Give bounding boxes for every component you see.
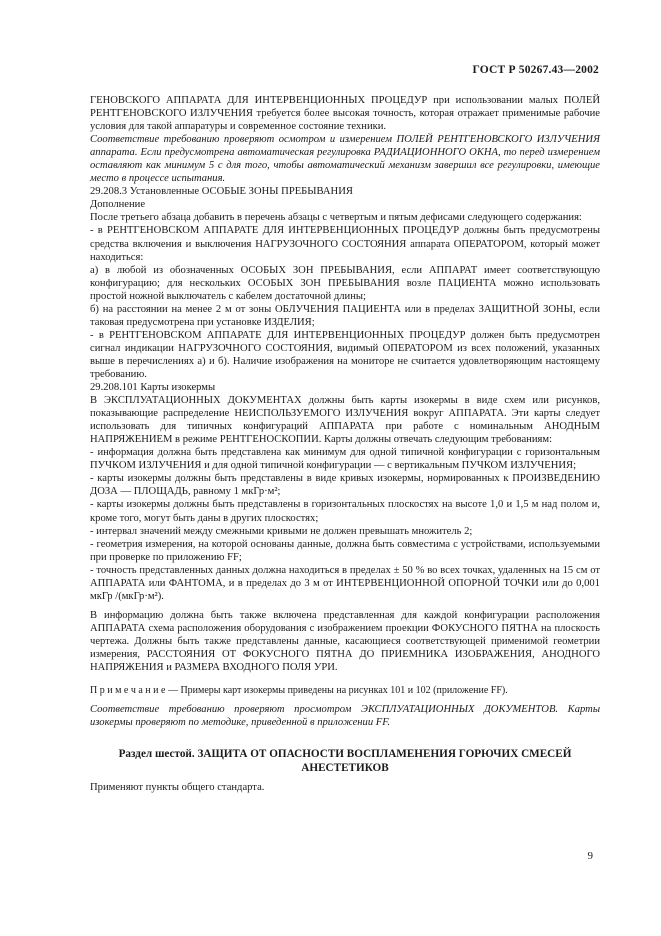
paragraph: После третьего абзаца добавить в перечень абзацы с четвертым и пятым дефисами следующего содержания: <box>90 212 582 224</box>
page-number: 9 <box>587 850 593 862</box>
list-item: а) в любой из обозначенных ОСОБЫХ ЗОН ПРЕБЫВАНИЯ, если АППАРАТ имеет соответствующую конфигурацию; для нескольких ОСОБЫХ ЗОН ПРЕБЫВАНИЯ возле ПАЦИЕНТА можно использовать простой ножной выключатель с кабелем достаточной длины; <box>90 264 600 302</box>
paragraph: В информацию должна быть также включена представленная для каждой конфигурации расположения АППАРАТА схема расположения оборудования с изображением проекции ФОКУСНОГО ПЯТНА на плоскость чертежа. Должны быть также представлены данные, касающиеся соответствующей применимой геометрии измерения, РАССТОЯНИЯ ОТ ФОКУСНОГО ПЯТНА ДО ПРИЕМНИКА ИЗОБРАЖЕНИЯ, АНОДНОГО НАПРЯЖЕНИЯ и РАЗМЕРА ВХОДНОГО ПОЛЯ УРИ. <box>90 609 600 674</box>
note: П р и м е ч а н и е — Примеры карт изокермы приведены на рисунках 101 и 102 (приложение FF). <box>90 685 508 697</box>
list-item: - интервал значений между смежными кривыми не должен превышать множитель 2; <box>90 525 473 537</box>
list-item: - в РЕНТГЕНОВСКОМ АППАРАТЕ ДЛЯ ИНТЕРВЕНЦИОННЫХ ПРОЦЕДУР должен быть предусмотрен сигнал индикации НАГРУЗОЧНОГО СОСТОЯНИЯ, видимый ОПЕРАТОРОМ из всех положений, указанных выше в перечислениях а) и б). Наличие изображения на мониторе не считается удовлетворяющим настоящему требованию. <box>90 329 600 380</box>
compliance-paragraph: Соответствие требованию проверяют осмотром и измерением ПОЛЕЙ РЕНТГЕНОВСКОГО ИЗЛУЧЕНИЯ аппарата. Если предусмотрена автоматическая регулировка РАДИАЦИОННОГО ОКНА, то перед измерением оставляют как минимум 5 с для того, чтобы автоматический механизм завершил все регулировки, имеющие место в процессе испытания. <box>90 134 600 185</box>
standard-code-header: ГОСТ Р 50267.43—2002 <box>472 64 599 76</box>
list-item: - точность представленных данных должна находиться в пределах ± 50 % во всех точках, удаленных на 15 см от АППАРАТА или ФАНТОМА, и в пределах до 3 м от ИНТЕРВЕНЦИОННОЙ ОПОРНОЙ ТОЧКИ или до 0,001 мкГр /(мкГр·м²). <box>90 564 600 602</box>
compliance-paragraph: Соответствие требованию проверяют просмотром ЭКСПЛУАТАЦИОННЫХ ДОКУМЕНТОВ. Карты изокермы проверяют по методике, приведенной в приложении FF. <box>90 704 600 729</box>
paragraph: В ЭКСПЛУАТАЦИОННЫХ ДОКУМЕНТАХ должны быть карты изокермы в виде схем или рисунков, показывающие распределение НЕИСПОЛЬЗУЕМОГО ИЗЛУЧЕНИЯ вокруг АППАРАТА. Эти карты следует использовать для типичных конфигураций АППАРАТА при работе с номинальным АНОДНЫМ НАПРЯЖЕНИЕМ в режиме РЕНТГЕНОСКОПИИ. Карты должны отвечать следующим требованиям: <box>90 395 600 446</box>
paragraph: Применяют пункты общего стандарта. <box>90 782 265 794</box>
clause-heading: 29.208.101 Карты изокермы <box>90 382 216 394</box>
list-item: - геометрия измерения, на которой основаны данные, должна быть совместима с устройствами, используемыми при проверке по приложению FF; <box>90 538 600 563</box>
list-item: - в РЕНТГЕНОВСКОМ АППАРАТЕ ДЛЯ ИНТЕРВЕНЦИОННЫХ ПРОЦЕДУР должны быть предусмотрены средства включения и выключения НАГРУЗОЧНОГО СОСТОЯНИЯ аппарата ОПЕРАТОРОМ, который может находиться: <box>90 225 600 263</box>
list-item: - карты изокермы должны быть представлены в виде кривых изокермы, нормированных к ПРОИЗВЕДЕНИЮ ДОЗА — ПЛОЩАДЬ, равному 1 мкГр·м²; <box>90 473 600 498</box>
document-body <box>90 94 600 794</box>
list-item: б) на расстоянии на менее 2 м от зоны ОБЛУЧЕНИЯ ПАЦИЕНТА или в пределах ЗАЩИТНОЙ ЗОНЫ, если таковая предусмотрена при установке ИЗДЕЛИЯ; <box>90 303 600 328</box>
list-item: - информация должна быть представлена как минимум для одной типичной конфигурации с горизонтальным ПУЧКОМ ИЗЛУЧЕНИЯ и для одной типичной конфигурации — с вертикальным ПУЧКОМ ИЗЛУЧЕНИЯ; <box>90 447 600 472</box>
clause-label: Дополнение <box>90 199 146 211</box>
list-item: - карты изокермы должны быть представлены в горизонтальных плоскостях на высоте 1,0 и 1,5 м над полом и, кроме того, могут быть даны в других плоскостях; <box>90 499 600 524</box>
clause-heading: 29.208.3 Установленные ОСОБЫЕ ЗОНЫ ПРЕБЫВАНИЯ <box>90 186 353 198</box>
section-heading: Раздел шестой. ЗАЩИТА ОТ ОПАСНОСТИ ВОСПЛАМЕНЕНИЯ ГОРЮЧИХ СМЕСЕЙ АНЕСТЕТИКОВ <box>118 748 572 775</box>
paragraph: ГЕНОВСКОГО АППАРАТА ДЛЯ ИНТЕРВЕНЦИОННЫХ ПРОЦЕДУР при использовании малых ПОЛЕЙ РЕНТГЕНОВСКОГО ИЗЛУЧЕНИЯ требуется более высокая точность, которая отражает применимые рабочие условия для такой аппаратуры и современное состояние техники. <box>90 95 600 133</box>
